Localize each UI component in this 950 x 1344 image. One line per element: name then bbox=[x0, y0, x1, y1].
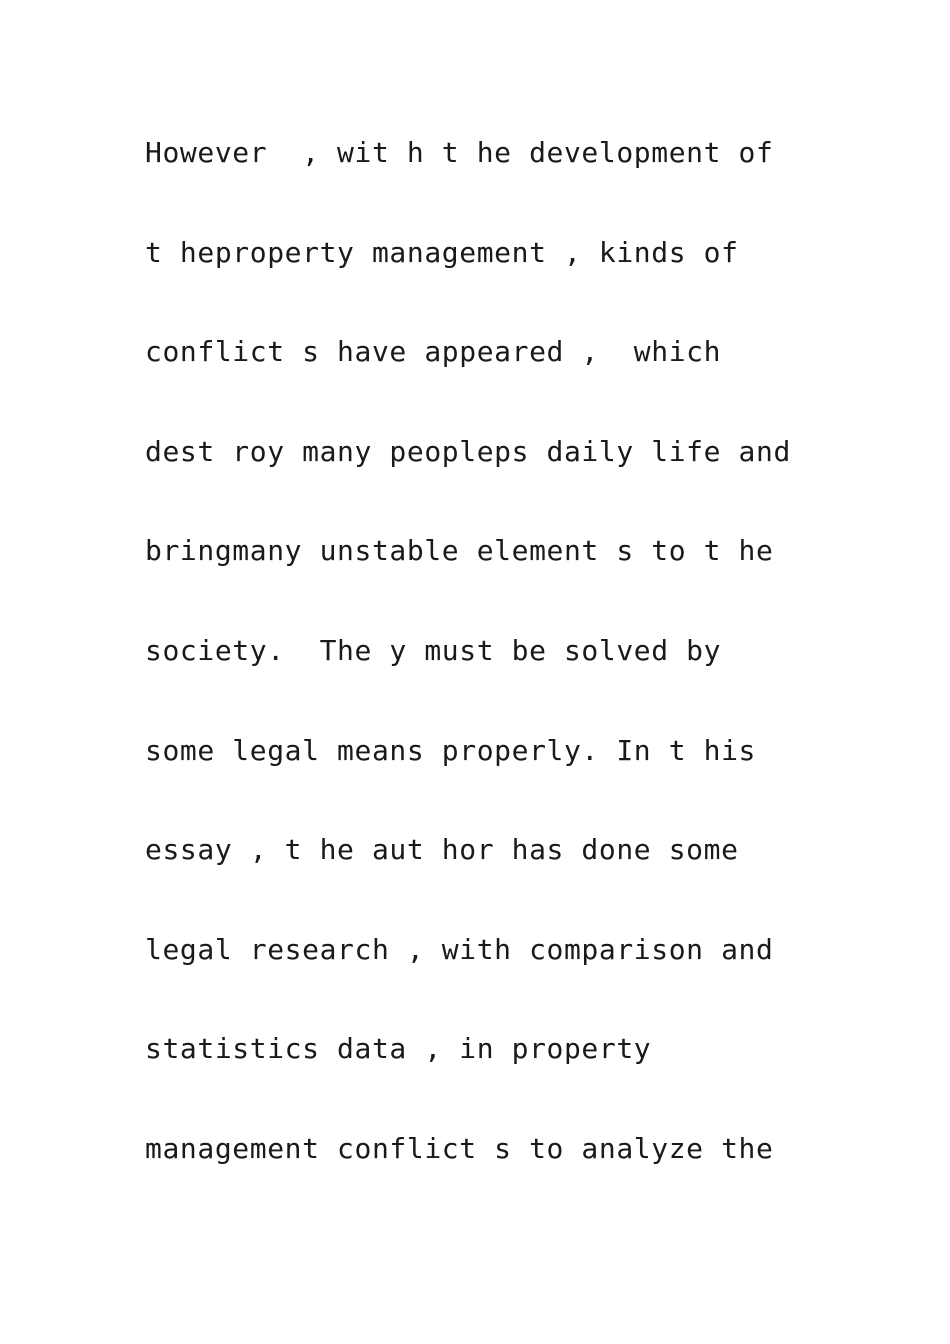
body-paragraph bbox=[145, 125, 925, 1221]
text-line-1: However , wit h t he development of bbox=[145, 136, 774, 169]
text-line-7: some legal means properly. In t his bbox=[145, 733, 757, 767]
text-line-2: t heproperty management , kinds of bbox=[145, 235, 739, 269]
text-line-5: bringmany unstable element s to t he bbox=[145, 534, 774, 568]
text-line-8: essay , t he aut hor has done some bbox=[145, 833, 739, 867]
text-line-11: management conflict s to analyze the bbox=[145, 1131, 774, 1165]
text-line-9: legal research , with comparison and bbox=[145, 932, 774, 966]
text-line-10: statistics data , in property bbox=[145, 1032, 652, 1066]
text-line-4: dest roy many peopleps daily life and bbox=[145, 434, 791, 468]
text-line-6: society. The y must be solved by bbox=[145, 633, 722, 667]
text-line-3: conflict s have appeared , which bbox=[145, 335, 722, 369]
